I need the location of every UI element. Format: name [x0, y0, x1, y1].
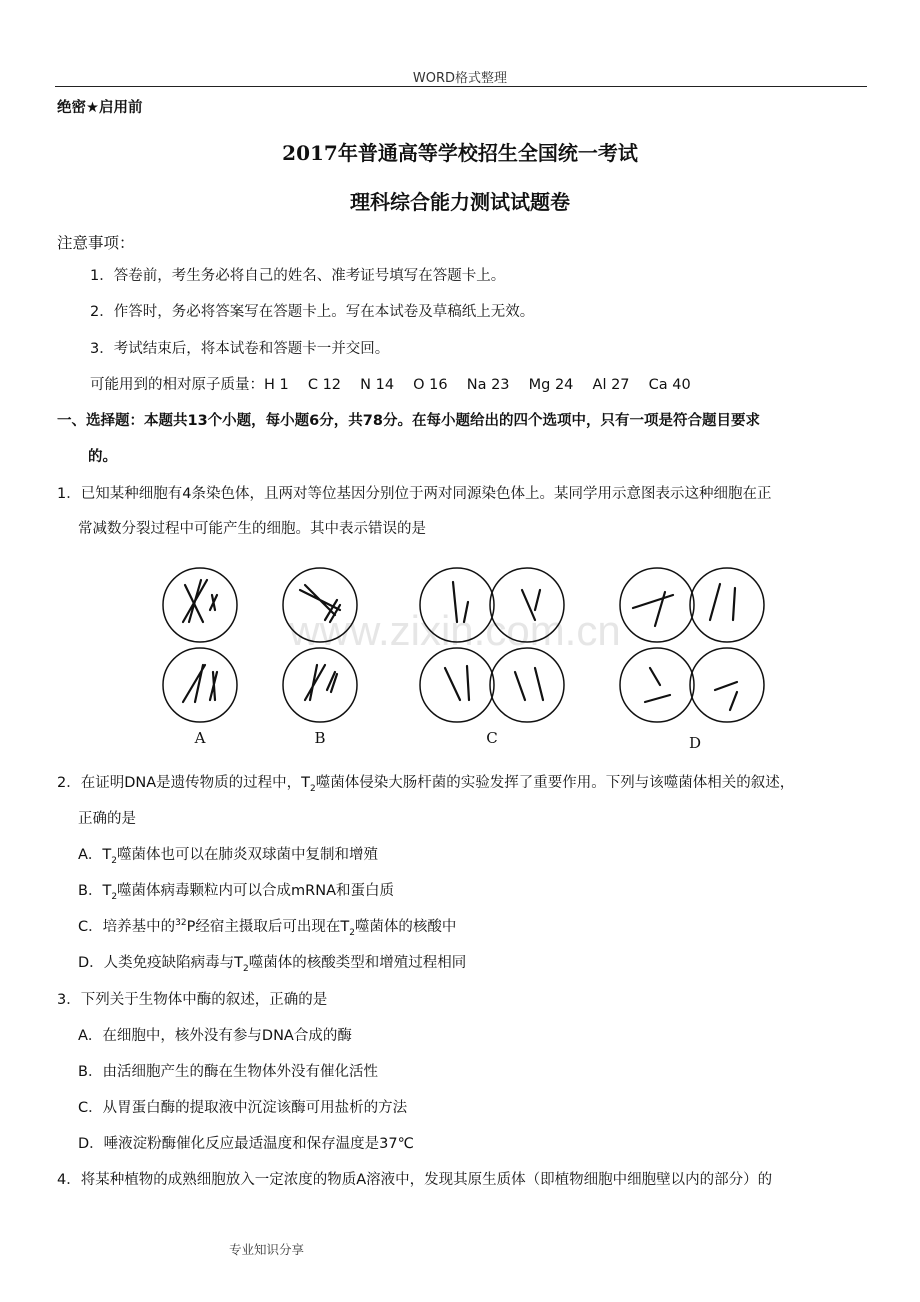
- cell-circle: [690, 568, 764, 642]
- figure-label-c: C: [486, 729, 498, 747]
- section-heading-cont: 的。: [88, 449, 117, 465]
- question-2-option-c[interactable]: C．培养基中的$^{32}$P经宿主摄取后可出现在$T_2$噬菌体的核酸中: [78, 918, 457, 938]
- question-2-option-d[interactable]: D．人类免疫缺陷病毒与$T_2$噬菌体的核酸类型和增殖过程相同: [78, 955, 467, 974]
- atomic-mass-line: 可能用到的相对原子质量：H 1 C 12 N 14 O 16 Na 23 Mg 24 Al 27 Ca 40: [90, 377, 691, 393]
- question-1-stem: 1．已知某种细胞有4条染色体，且两对等位基因分别位于两对同源染色体上。某同学用示意图表示这种细胞在正: [57, 486, 772, 502]
- notice-item: 3．考试结束后，将本试卷和答题卡一并交回。: [90, 341, 390, 357]
- cell-circle: [420, 648, 494, 722]
- notice-heading: 注意事项：: [57, 234, 135, 252]
- question-2-option-a[interactable]: A．$T_2$噬菌体也可以在肺炎双球菌中复制和增殖: [78, 847, 379, 866]
- exam-title: 2017年普通高等学校招生全国统一考试: [282, 141, 638, 165]
- header-divider: [55, 86, 867, 87]
- notice-item: 1．答卷前，考生务必将自己的姓名、准考证号填写在答题卡上。: [90, 268, 506, 284]
- question-3-stem: 3．下列关于生物体中酶的叙述，正确的是: [57, 992, 328, 1008]
- cell-circle: [163, 568, 237, 642]
- figure-label-d: D: [688, 734, 702, 750]
- cell-circle: [163, 648, 237, 722]
- figure-label-b: B: [314, 729, 326, 747]
- meiosis-figure: [155, 560, 775, 750]
- question-3-option-d[interactable]: D．唾液淀粉酶催化反应最适温度和保存温度是37℃: [78, 1136, 414, 1152]
- cell-circle: [620, 648, 694, 722]
- section-heading: 一、选择题：本题共13个小题，每小题6分，共78分。在每小题给出的四个选项中，只有一项是符合题目要求: [57, 413, 760, 429]
- notice-item: 2．作答时，务必将答案写在答题卡上。写在本试卷及草稿纸上无效。: [90, 304, 535, 320]
- question-4-stem: 4．将某种植物的成熟细胞放入一定浓度的物质A溶液中，发现其原生质体（即植物细胞中细胞壁以内的部分）的: [57, 1172, 773, 1188]
- cell-circle: [283, 648, 357, 722]
- question-3-option-b[interactable]: B．由活细胞产生的酶在生物体外没有催化活性: [78, 1064, 378, 1080]
- exam-subtitle: 理科综合能力测试试题卷: [350, 190, 570, 214]
- question-2-stem: 2．在证明DNA是遗传物质的过程中，$T_2$噬菌体侵染大肠杆菌的实验发挥了重要作用。下列与该噬菌体相关的叙述，: [57, 775, 795, 794]
- page-header: WORD格式整理: [412, 71, 508, 86]
- secret-label: 绝密★启用前: [57, 100, 143, 116]
- figure-label-a: A: [194, 729, 206, 747]
- cell-circle: [620, 568, 694, 642]
- page-footer: 专业知识分享: [229, 1242, 305, 1257]
- question-2-stem-cont: 正确的是: [78, 811, 136, 827]
- question-2-option-b[interactable]: B．$T_2$噬菌体病毒颗粒内可以合成mRNA和蛋白质: [78, 883, 395, 902]
- question-3-option-c[interactable]: C．从胃蛋白酶的提取液中沉淀该酶可用盐析的方法: [78, 1100, 408, 1116]
- question-3-option-a[interactable]: A．在细胞中，核外没有参与DNA合成的酶: [78, 1028, 352, 1044]
- question-1-stem-cont: 常减数分裂过程中可能产生的细胞。其中表示错误的是: [78, 521, 426, 537]
- cell-circle: [490, 648, 564, 722]
- watermark: www.zixin.com.cn: [289, 607, 621, 654]
